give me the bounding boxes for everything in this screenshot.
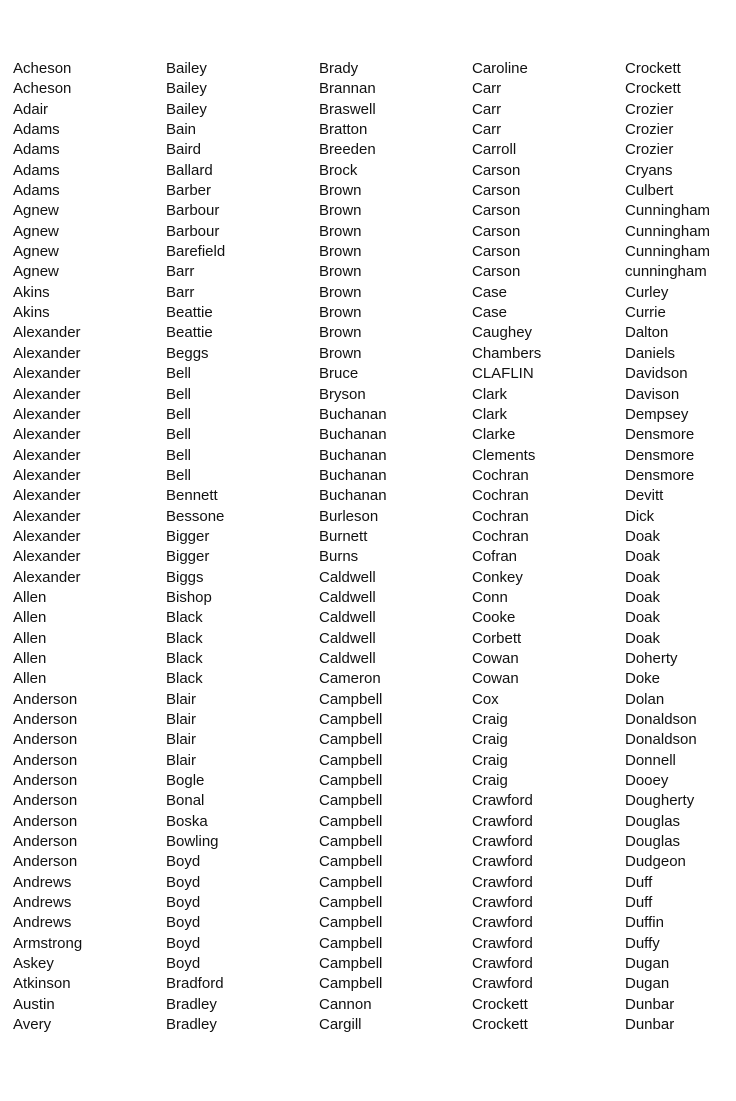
surname-entry: Crawford [472, 853, 533, 871]
surname-entry: Bell [166, 365, 192, 383]
surname-entry: Cochran [472, 507, 529, 525]
surname-entry: Dalton [625, 324, 669, 342]
surname-entry: Dunbar [625, 1016, 675, 1034]
surname-entry: Campbell [319, 853, 383, 871]
surname-entry: Cunningham [625, 243, 711, 261]
surname-entry: cunningham [625, 263, 707, 281]
surname-entry: Acheson [13, 60, 72, 77]
surname-entry: Black [166, 629, 203, 647]
surname-entry: Crawford [472, 812, 533, 830]
surname-entry: Boyd [166, 914, 201, 932]
surname-entry: Akins [13, 304, 50, 322]
surname-entry: Baird [166, 141, 202, 159]
surname-entry: Caughey [472, 324, 533, 342]
surname-entry: Alexander [13, 324, 81, 342]
surname-entry: Campbell [319, 812, 383, 830]
surname-entry: Black [166, 670, 203, 688]
surname-entry: Bogle [166, 772, 205, 790]
surname-entry: Alexander [13, 466, 81, 484]
surname-entry: Doherty [625, 649, 678, 667]
surname-entry: Allen [13, 649, 47, 667]
surname-entry: Dugan [625, 975, 670, 993]
surname-entry: Anderson [13, 731, 78, 749]
surname-entry: Adams [13, 121, 60, 139]
surname-entry: Dougherty [625, 792, 695, 810]
surname-entry: Dempsey [625, 405, 689, 423]
surname-entry: Biggs [166, 568, 204, 586]
surname-entry: Andrews [13, 873, 72, 891]
surname-entry: Densmore [625, 446, 695, 464]
surname-entry: Buchanan [319, 466, 387, 484]
surname-entry: Dugan [625, 955, 670, 973]
surname-entry: Black [166, 649, 203, 667]
surname-entry: Boyd [166, 853, 201, 871]
surname-entry: Blair [166, 711, 197, 728]
surname-entry: Avery [13, 1016, 52, 1034]
surname-entry: Adair [13, 100, 49, 118]
surname-entry: Bell [166, 446, 192, 464]
surname-entry: Beattie [166, 324, 213, 342]
surname-entry: Duff [625, 894, 653, 912]
surname-entry: Anderson [13, 751, 78, 769]
surname-entry: Bell [166, 466, 192, 484]
surname-entry: Caldwell [319, 609, 376, 627]
surname-entry: Alexander [13, 507, 81, 525]
surname-entry: Allen [13, 588, 47, 606]
surname-entry: Carson [472, 202, 521, 220]
surname-entry: Black [166, 609, 203, 627]
surname-entry: Clarke [472, 426, 516, 444]
surname-entry: Carson [472, 222, 521, 240]
surname-entry: Cargill [319, 1016, 362, 1034]
surname-entry: Adams [13, 141, 60, 159]
surname-entry: Brown [319, 263, 362, 281]
surname-entry: Anderson [13, 690, 78, 708]
surname-entry: Cowan [472, 670, 519, 688]
surname-entry: Anderson [13, 853, 78, 871]
surname-entry: Buchanan [319, 405, 387, 423]
surname-entry: Bradley [166, 995, 217, 1013]
surname-entry: Crawford [472, 934, 533, 952]
surname-entry: Craig [472, 772, 508, 790]
surname-entry: Armstrong [13, 934, 83, 952]
surname-entry: Crawford [472, 792, 533, 810]
surname-entry: Buchanan [319, 426, 387, 444]
surname-entry: Bowling [166, 833, 219, 851]
surname-entry: Blair [166, 751, 197, 769]
surname-column-3 [319, 59, 469, 1036]
surname-entry: Buchanan [319, 446, 387, 464]
surname-entry: Case [472, 304, 508, 322]
surname-entry: Clark [472, 405, 508, 423]
surname-entry: Burleson [319, 507, 379, 525]
surname-entry: Brannan [319, 80, 376, 98]
surname-entry: Crawford [472, 955, 533, 973]
surname-entry: Acheson [13, 80, 72, 98]
surname-entry: Cameron [319, 670, 381, 688]
surname-entry: Douglas [625, 833, 681, 851]
surname-entry: Bradley [166, 1016, 217, 1034]
surname-entry: Caldwell [319, 649, 376, 667]
surname-entry: Bigger [166, 548, 210, 566]
surname-entry: Crawford [472, 873, 533, 891]
surname-entry: Cannon [319, 995, 372, 1013]
surname-entry: Andrews [13, 894, 72, 912]
surname-entry: Agnew [13, 243, 59, 261]
surname-entry: Carson [472, 243, 521, 261]
surname-entry: Densmore [625, 466, 695, 484]
surname-entry: Crozier [625, 121, 674, 139]
surname-entry: Austin [13, 995, 55, 1013]
surname-entry: Cooke [472, 609, 516, 627]
surname-entry: Brown [319, 202, 362, 220]
surname-entry: Douglas [625, 812, 681, 830]
surname-entry: Chambers [472, 344, 542, 362]
surname-entry: Corbett [472, 629, 522, 647]
surname-entry: Alexander [13, 365, 81, 383]
surname-entry: Cunningham [625, 222, 711, 240]
surname-entry: Barbour [166, 222, 220, 240]
surname-entry: Alexander [13, 548, 81, 566]
surname-entry: Alexander [13, 385, 81, 403]
surname-entry: Doak [625, 548, 661, 566]
surname-entry: Atkinson [13, 975, 71, 993]
surname-entry: Duffy [625, 934, 660, 952]
surname-entry: Crockett [625, 60, 681, 77]
surname-entry: Doak [625, 568, 661, 586]
surname-entry: Barr [166, 263, 195, 281]
surname-entry: Adams [13, 182, 60, 200]
surname-entry: CLAFLIN [472, 365, 534, 383]
surname-entry: Carson [472, 182, 521, 200]
surname-entry: Caroline [472, 60, 528, 77]
surname-entry: Barber [166, 182, 212, 200]
surname-entry: Askey [13, 955, 54, 973]
surname-entry: Craig [472, 731, 508, 749]
surname-entry: Brown [319, 222, 362, 240]
surname-entry: Doak [625, 609, 661, 627]
surname-entry: Boyd [166, 894, 201, 912]
surname-entry: Brock [319, 161, 358, 179]
surname-entry: Campbell [319, 711, 383, 728]
surname-entry: Campbell [319, 792, 383, 810]
surname-entry: Doke [625, 670, 661, 688]
surname-entry: Densmore [625, 426, 695, 444]
surname-entry: Dunbar [625, 995, 675, 1013]
surname-entry: Bruce [319, 365, 359, 383]
surname-entry: Carson [472, 161, 521, 179]
surname-entry: Doak [625, 588, 661, 606]
surname-entry: Anderson [13, 792, 78, 810]
surname-entry: Cochran [472, 527, 529, 545]
surname-entry: Boyd [166, 955, 201, 973]
surname-entry: Braswell [319, 100, 376, 118]
surname-entry: Bailey [166, 80, 207, 98]
surname-entry: Bradford [166, 975, 224, 993]
surname-entry: Campbell [319, 934, 383, 952]
surname-entry: Donaldson [625, 711, 697, 728]
surname-entry: Blair [166, 731, 197, 749]
surname-entry: Case [472, 283, 508, 301]
surname-entry: Bennett [166, 487, 218, 505]
surname-entry: Barefield [166, 243, 226, 261]
surname-entry: Bishop [166, 588, 212, 606]
surname-entry: Brown [319, 243, 362, 261]
surname-entry: Bain [166, 121, 197, 139]
surname-entry: Campbell [319, 914, 383, 932]
surname-entry: Campbell [319, 731, 383, 749]
surname-entry: Buchanan [319, 487, 387, 505]
surname-entry: Crozier [625, 141, 674, 159]
surname-entry: Devitt [625, 487, 664, 505]
surname-entry: Alexander [13, 405, 81, 423]
surname-entry: Crockett [472, 1016, 528, 1034]
surname-entry: Campbell [319, 751, 383, 769]
surname-entry: Campbell [319, 772, 383, 790]
surname-entry: Campbell [319, 955, 383, 973]
surname-entry: Brady [319, 60, 359, 77]
surname-entry: Agnew [13, 263, 59, 281]
surname-entry: Cowan [472, 649, 519, 667]
surname-entry: Crawford [472, 894, 533, 912]
surname-entry: Bell [166, 426, 192, 444]
surname-entry: Anderson [13, 772, 78, 790]
surname-entry: Dudgeon [625, 853, 686, 871]
surname-entry: Bratton [319, 121, 368, 139]
surname-entry: Bryson [319, 385, 366, 403]
surname-entry: Cox [472, 690, 499, 708]
surname-entry: Bessone [166, 507, 225, 525]
surname-entry: Boyd [166, 873, 201, 891]
surname-entry: Caldwell [319, 588, 376, 606]
surname-entry: Agnew [13, 222, 59, 240]
surname-entry: Boska [166, 812, 208, 830]
surname-entry: Alexander [13, 426, 81, 444]
surname-entry: Barbour [166, 202, 220, 220]
surname-entry: Cochran [472, 466, 529, 484]
surname-entry: Brown [319, 344, 362, 362]
surname-entry: Culbert [625, 182, 674, 200]
surname-entry: Conkey [472, 568, 523, 586]
surname-entry: Bailey [166, 100, 207, 118]
surname-entry: Akins [13, 283, 50, 301]
surname-entry: Allen [13, 670, 47, 688]
surname-entry: Alexander [13, 527, 81, 545]
surname-entry: Crozier [625, 100, 674, 118]
surname-entry: Crawford [472, 975, 533, 993]
surname-column-2 [166, 59, 316, 1036]
surname-entry: Craig [472, 751, 508, 769]
surname-entry: Carson [472, 263, 521, 281]
surname-entry: Allen [13, 609, 47, 627]
surname-entry: Duffin [625, 914, 664, 932]
surname-entry: Ballard [166, 161, 213, 179]
surname-entry: Alexander [13, 487, 81, 505]
surname-entry: Bigger [166, 527, 210, 545]
surname-entry: Boyd [166, 934, 201, 952]
surname-entry: Crawford [472, 833, 533, 851]
surname-entry: Daniels [625, 344, 676, 362]
surname-entry: Crockett [625, 80, 681, 98]
surname-entry: Breeden [319, 141, 376, 159]
surname-entry: Bonal [166, 792, 205, 810]
surname-entry: Cochran [472, 487, 529, 505]
surname-entry: Brown [319, 324, 362, 342]
surname-entry: Carroll [472, 141, 517, 159]
surname-entry: Dolan [625, 690, 665, 708]
surname-entry: Clark [472, 385, 508, 403]
surname-entry: Doak [625, 527, 661, 545]
surname-entry: Alexander [13, 344, 81, 362]
surname-entry: Barr [166, 283, 195, 301]
surname-entry: Cunningham [625, 202, 711, 220]
surname-entry: Crawford [472, 914, 533, 932]
surname-entry: Cryans [625, 161, 673, 179]
surname-entry: Anderson [13, 833, 78, 851]
surname-entry: Curley [625, 283, 669, 301]
surname-entry: Campbell [319, 975, 383, 993]
surname-entry: Bell [166, 405, 192, 423]
surname-entry: Anderson [13, 812, 78, 830]
surname-entry: Andrews [13, 914, 72, 932]
surname-entry: Brown [319, 182, 362, 200]
surname-entry: Campbell [319, 833, 383, 851]
surname-entry: Brown [319, 283, 362, 301]
surname-entry: Currie [625, 304, 666, 322]
surname-entry: Davison [625, 385, 680, 403]
surname-entry: Adams [13, 161, 60, 179]
surname-entry: Donnell [625, 751, 676, 769]
surname-entry: Caldwell [319, 629, 376, 647]
surname-entry: Carr [472, 80, 502, 98]
surname-entry: Craig [472, 711, 508, 728]
surname-entry: Burns [319, 548, 359, 566]
surname-entry: Conn [472, 588, 508, 606]
surname-entry: Campbell [319, 873, 383, 891]
surname-entry: Agnew [13, 202, 59, 220]
surname-entry: Campbell [319, 690, 383, 708]
surname-entry: Donaldson [625, 731, 697, 749]
surname-entry: Brown [319, 304, 362, 322]
surname-column-1 [13, 59, 163, 1036]
surname-entry: Cofran [472, 548, 518, 566]
surname-entry: Beggs [166, 344, 209, 362]
surname-entry: Dooey [625, 772, 669, 790]
surname-entry: Dick [625, 507, 655, 525]
surname-entry: Doak [625, 629, 661, 647]
surname-entry: Burnett [319, 527, 368, 545]
surname-entry: Caldwell [319, 568, 376, 586]
surname-entry: Davidson [625, 365, 688, 383]
surname-entry: Duff [625, 873, 653, 891]
surname-entry: Alexander [13, 446, 81, 464]
surname-column-5 [625, 59, 736, 1036]
surname-entry: Campbell [319, 894, 383, 912]
surname-entry: Allen [13, 629, 47, 647]
surname-entry: Clements [472, 446, 536, 464]
surname-entry: Carr [472, 100, 502, 118]
surname-entry: Beattie [166, 304, 213, 322]
surname-column-4 [472, 59, 622, 1036]
surname-entry: Carr [472, 121, 502, 139]
surname-entry: Alexander [13, 568, 81, 586]
surname-entry: Bailey [166, 60, 207, 77]
surname-entry: Anderson [13, 711, 78, 728]
surname-entry: Blair [166, 690, 197, 708]
surname-entry: Bell [166, 385, 192, 403]
surname-entry: Crockett [472, 995, 528, 1013]
